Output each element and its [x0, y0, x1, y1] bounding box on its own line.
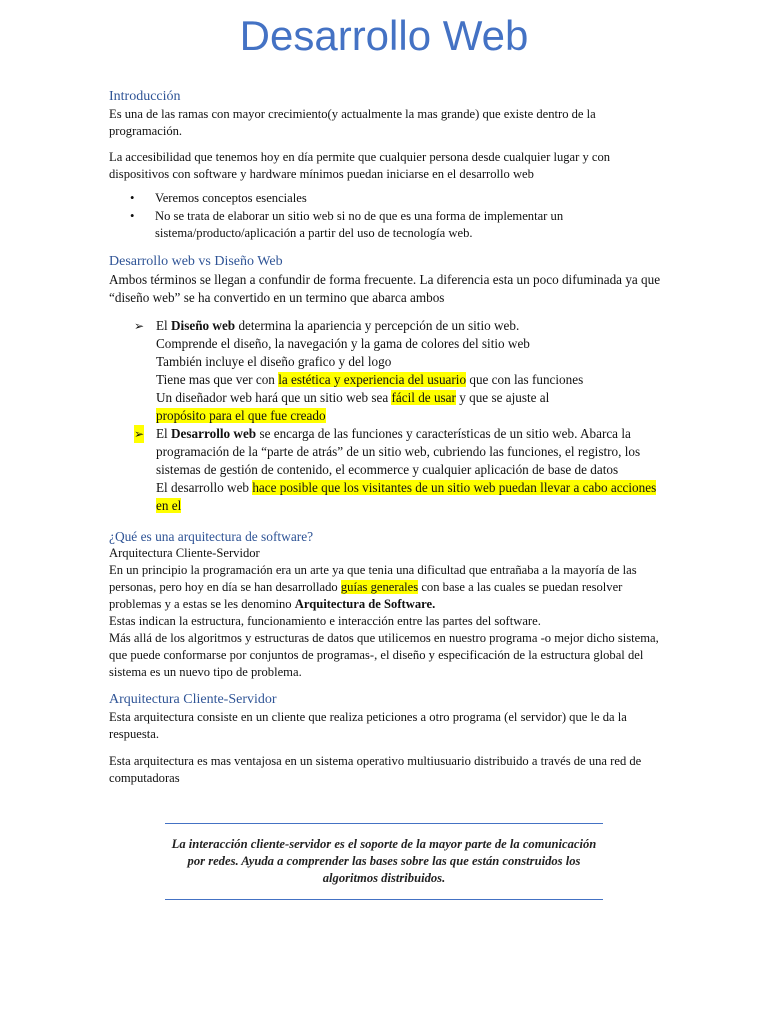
desarrollo-web-block: ➢ El Desarrollo web se encarga de las funciones y características de un sitio web. Abarca la programación de la “parte de atrás” de un sitio web, cubriendo las funciones, el registro, los sistemas de gestión de contenido, el ecommerce y cualquier aplicación de base de datos El desarrollo web hace posible que los visitantes de un sitio web puedan llevar a cabo acciones en el [134, 425, 657, 513]
highlight: la estética y experiencia del usuario [278, 371, 467, 387]
arquitectura-subtitle: Arquitectura Cliente-Servidor [109, 545, 260, 560]
highlight: guías generales [340, 579, 419, 594]
cliente-servidor-paragraph-1: Esta arquitectura consiste en un cliente que realiza peticiones a otro programa (el servidor) que le da la respuesta. [109, 709, 627, 741]
page-title: Desarrollo Web [239, 12, 529, 59]
intro-paragraph-1: Es una de las ramas con mayor crecimiento(y actualmente la mas grande) que existe dentro de la programación. [109, 107, 596, 138]
intro-bullet-list [109, 190, 665, 243]
list-item: • Veremos conceptos esenciales [109, 190, 665, 208]
bullet-icon: • [130, 208, 135, 223]
highlight: propósito para el que fue creado [156, 407, 326, 423]
pull-quote: La interacción cliente-servidor es el soporte de la mayor parte de la comunicación por redes. Ayuda a comprender las bases sobre las que están construidos los algoritmos distribuidos. [165, 823, 603, 900]
section-heading-cliente-servidor: Arquitectura Cliente-Servidor [109, 691, 277, 707]
section-heading-arquitectura: ¿Qué es una arquitectura de software? [109, 528, 314, 544]
arrow-bullet-icon: ➢ [134, 426, 145, 441]
intro-paragraph-2: La accesibilidad que tenemos hoy en día permite que cualquier persona desde cualquier lugar y con dispositivos con software y hardware mínimos puedan iniciarse en el desarrollo web [109, 150, 611, 181]
arquitectura-paragraph-2: Estas indican la estructura, funcionamiento e interacción entre las partes del software. [109, 613, 541, 628]
list-item: • No se trata de elaborar un sitio web si no de que es una forma de implementar un sistema/producto/aplicación a partir del uso de tecnología web. [130, 208, 564, 240]
diseno-web-block: ➢ El Diseño web determina la apariencia y percepción de un sitio web. Comprende el diseño, la navegación y la gama de colores del sitio web También incluye el diseño grafico y del logo Tiene mas que ver con la estética y experiencia del usuario que con las funciones Un diseñador web hará que un sitio web sea fácil de usar y que se ajuste al propósito para el que fue creado [134, 317, 584, 423]
highlight: fácil de usar [391, 389, 456, 405]
bullet-icon: • [130, 191, 135, 205]
section-heading-vs: Desarrollo web vs Diseño Web [109, 253, 283, 269]
arrow-bullet-icon: ➢ [134, 318, 145, 333]
bold-term-diseno: Diseño web [171, 317, 236, 333]
arquitectura-paragraph-1: En un principio la programación era un arte ya que tenia una dificultad que entrañaba a la mayoría de las personas, pero hoy en día se han desarrollado guías generales con base a las cuales se puedan resolver problemas y a estas se les denomino Arquitectura de Software. [109, 562, 637, 611]
arquitectura-paragraph-3: Más allá de los algoritmos y estructuras de datos que utilicemos en nuestro programa -o mejor dicho sistema, que puede conformarse por conjuntos de programas-, el diseño y especificación de la estructura global del sistema es un nuevo tipo de problema. [109, 630, 659, 679]
bold-term-desarrollo: Desarrollo web [171, 425, 257, 441]
highlight: hace posible que los visitantes de un sitio web puedan llevar a cabo acciones en el [156, 479, 657, 513]
section-heading-intro: Introducción [109, 89, 181, 104]
cliente-servidor-paragraph-2: Esta arquitectura es mas ventajosa en un sistema operativo multiusuario distribuido a través de una red de computadoras [109, 753, 642, 785]
vs-paragraph-1: Ambos términos se llegan a confundir de forma frecuente. La diferencia esta un poco difuminada ya que “diseño web” se ha convertido en un termino que abarca ambos [109, 271, 661, 305]
document-body [109, 88, 665, 787]
